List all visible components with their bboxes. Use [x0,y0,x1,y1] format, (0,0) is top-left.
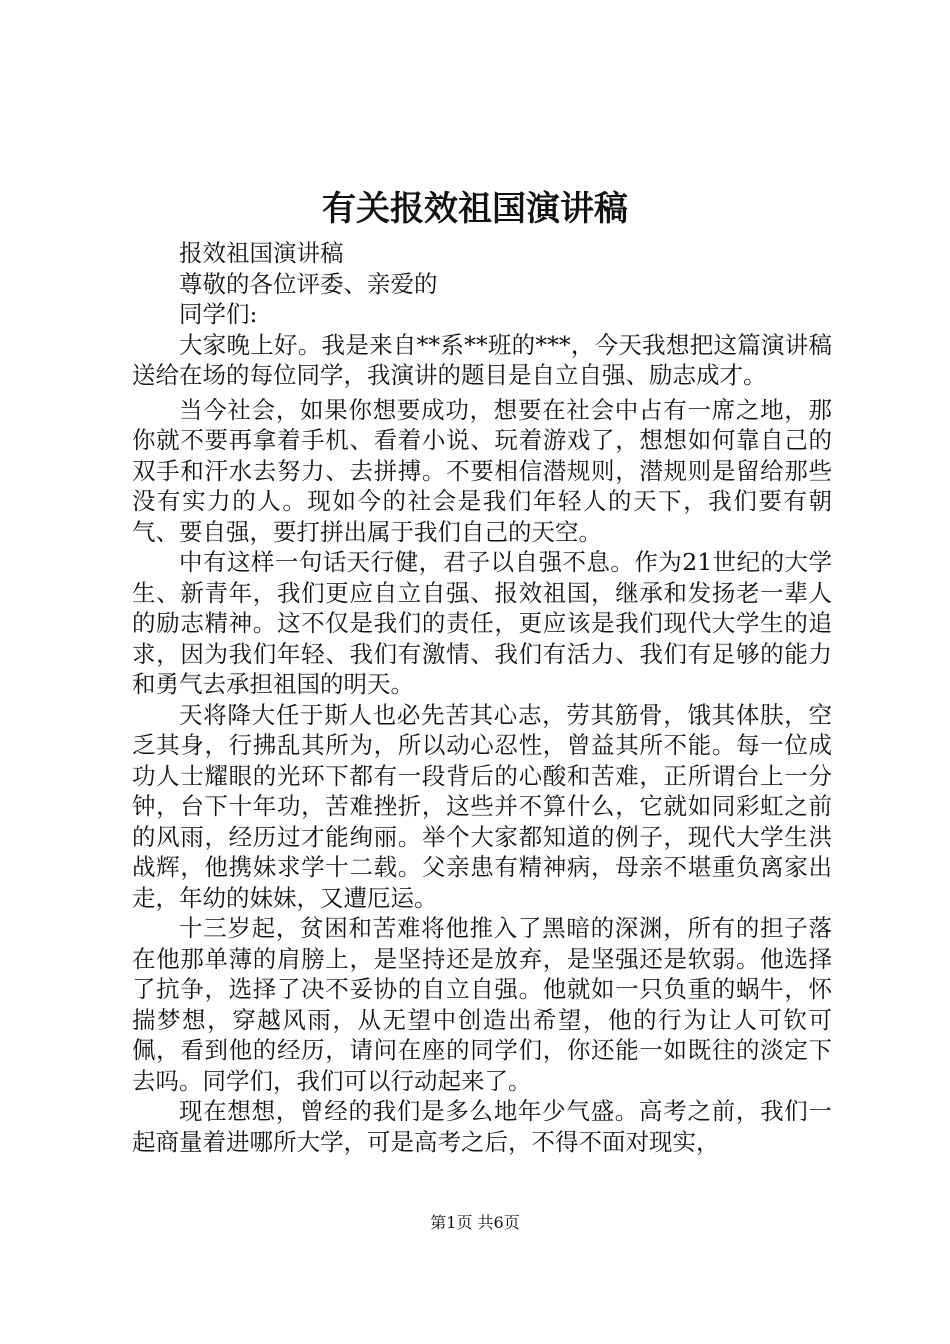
paragraph-salutation-cont: 同学们: [179,300,258,328]
body-paragraph: 十三岁起，贫困和苦难将他推入了黑暗的深渊，所有的担子落在他那单薄的肩膀上，是坚持还是放弃，是坚强还是软弱。他选择了抗争，选择了决不妥协的自立自强。他就如一只负重的蜗牛，怀揣梦想，穿越风雨，从无望中创造出希望，他的行为让人可钦可佩，看到他的经历，请问在座的同学们，你还能一如既往的淡定下去吗。同学们，我们可以行动起来了。 [132,914,832,1095]
body-paragraph: 大家晚上好。我是来自**系**班的***，今天我想把这篇演讲稿送给在场的每位同学，我演讲的题目是自立自强、励志成才。 [132,330,832,389]
body-paragraph: 中有这样一句话天行健，君子以自强不息。作为21世纪的大学生、新青年，我们更应自立自强、报效祖国，继承和发扬老一辈人的励志精神。这不仅是我们的责任，更应该是我们现代大学生的追求，因为我们年轻、我们有激情、我们有活力、我们有足够的能力和勇气去承担祖国的明天。 [132,548,832,698]
page-number: 第1页 共6页 [430,1213,520,1232]
body-paragraph: 现在想想，曾经的我们是多么地年少气盛。高考之前，我们一起商量着进哪所大学，可是高考之后，不得不面对现实， [132,1097,832,1156]
document-title: 有关报效祖国演讲稿 [322,189,628,229]
body-paragraph: 当今社会，如果你想要成功，想要在社会中占有一席之地，那你就不要再拿着手机、看着小说、玩着游戏了，想想如何靠自己的双手和汗水去努力、去拼搏。不要相信潜规则，潜规则是留给那些没有实力的人。现如今的社会是我们年轻人的天下，我们要有朝气、要自强，要打拼出属于我们自己的天空。 [132,395,832,546]
paragraph-salutation: 尊敬的各位评委、亲爱的 [179,269,438,298]
document-body [132,238,832,1157]
body-paragraph: 天将降大任于斯人也必先苦其心志，劳其筋骨，饿其体肤，空乏其身，行拂乱其所为，所以动心忍性，曾益其所不能。每一位成功人士耀眼的光环下都有一段背后的心酸和苦难，正所谓台上一分钟，台下十年功，苦难挫折，这些并不算什么，它就如同彩虹之前的风雨，经历过才能绚丽。举个大家都知道的例子，现代大学生洪战辉，他携妹求学十二载。父亲患有精神病，母亲不堪重负离家出走，年幼的妹妹，又遭厄运。 [132,700,832,912]
paragraph-heading: 报效祖国演讲稿 [179,239,344,267]
